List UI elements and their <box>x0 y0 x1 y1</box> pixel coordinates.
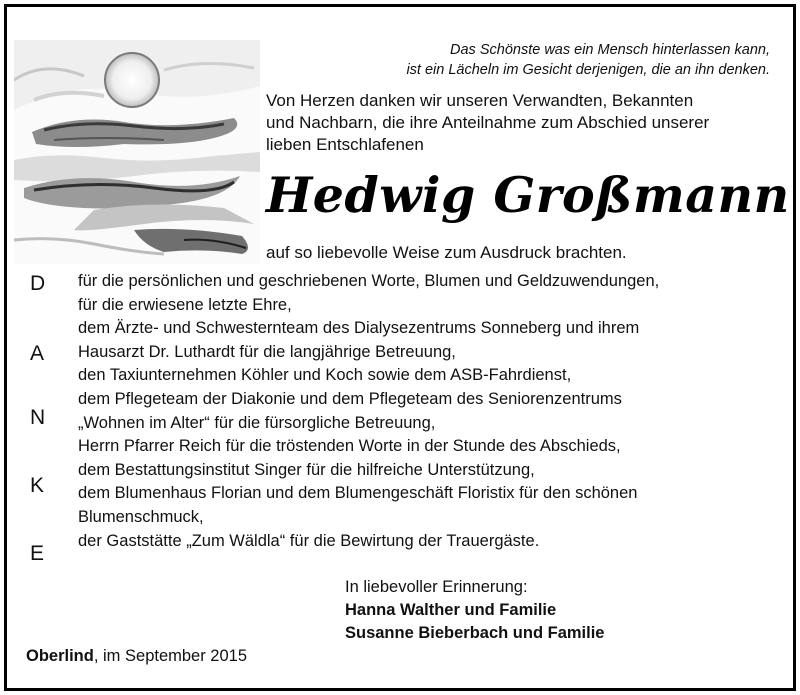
thanks-line: „Wohnen im Alter“ für die fürsorgliche Betreuung, <box>78 413 436 432</box>
quote-line: Das Schönste was ein Mensch hinterlassen kann, <box>450 42 770 58</box>
deceased-name: Hedwig Großmann <box>266 166 790 224</box>
danke-letter: A <box>30 342 45 365</box>
memorial-quote <box>330 40 770 80</box>
quote-line: ist ein Lächeln im Gesicht derjenigen, die an ihn denken. <box>406 62 770 78</box>
thanks-line: für die persönlichen und geschriebenen Worte, Blumen und Geldzuwendungen, <box>78 272 660 290</box>
danke-letter: K <box>30 474 45 497</box>
place-date <box>26 645 247 667</box>
thanks-line: dem Pflegeteam der Diakonie und dem Pflegeteam des Seniorenzentrums <box>78 389 622 408</box>
thanks-list <box>78 270 778 553</box>
danke-letter: D <box>30 272 46 295</box>
thanks-line: Herrn Pfarrer Reich für die tröstenden Worte in der Stunde des Abschieds, <box>78 437 621 456</box>
thanks-line: Hausarzt Dr. Luthardt für die langjährige Betreuung, <box>78 342 456 361</box>
intro-text <box>266 90 771 156</box>
danke-letter: E <box>30 542 45 565</box>
intro-line: lieben Entschlafenen <box>266 135 424 154</box>
closing-block <box>345 576 604 645</box>
thanks-line: dem Bestattungsinstitut Singer für die hilfreiche Unterstützung, <box>78 460 535 479</box>
place-name: Oberlind <box>26 647 94 665</box>
family-name: Susanne Bieberbach und Familie <box>345 624 605 642</box>
thanks-line: Blumenschmuck, <box>78 507 204 526</box>
thanks-line: den Taxiunternehmen Köhler und Koch sowie dem ASB-Fahrdienst, <box>78 366 572 385</box>
intro-line: Von Herzen danken wir unseren Verwandten, Bekannten <box>266 91 694 110</box>
danke-letter: N <box>30 406 46 429</box>
thanks-line: dem Ärzte- und Schwesternteam des Dialysezentrums Sonneberg und ihrem <box>78 319 640 338</box>
closing-phrase: In liebevoller Erinnerung: <box>345 578 528 596</box>
after-name-text: auf so liebevolle Weise zum Ausdruck brachten. <box>266 243 627 262</box>
date-text: , im September 2015 <box>93 647 248 665</box>
thanks-line: für die erwiesene letzte Ehre, <box>78 295 292 314</box>
family-name: Hanna Walther und Familie <box>345 601 557 619</box>
landscape-illustration <box>14 40 260 264</box>
intro-line: und Nachbarn, die ihre Anteilnahme zum Abschied unserer <box>266 113 710 132</box>
thanks-line: der Gaststätte „Zum Wäldla“ für die Bewirtung der Trauergäste. <box>78 531 540 550</box>
thanks-line: dem Blumenhaus Florian und dem Blumengeschäft Floristix für den schönen <box>78 484 638 503</box>
